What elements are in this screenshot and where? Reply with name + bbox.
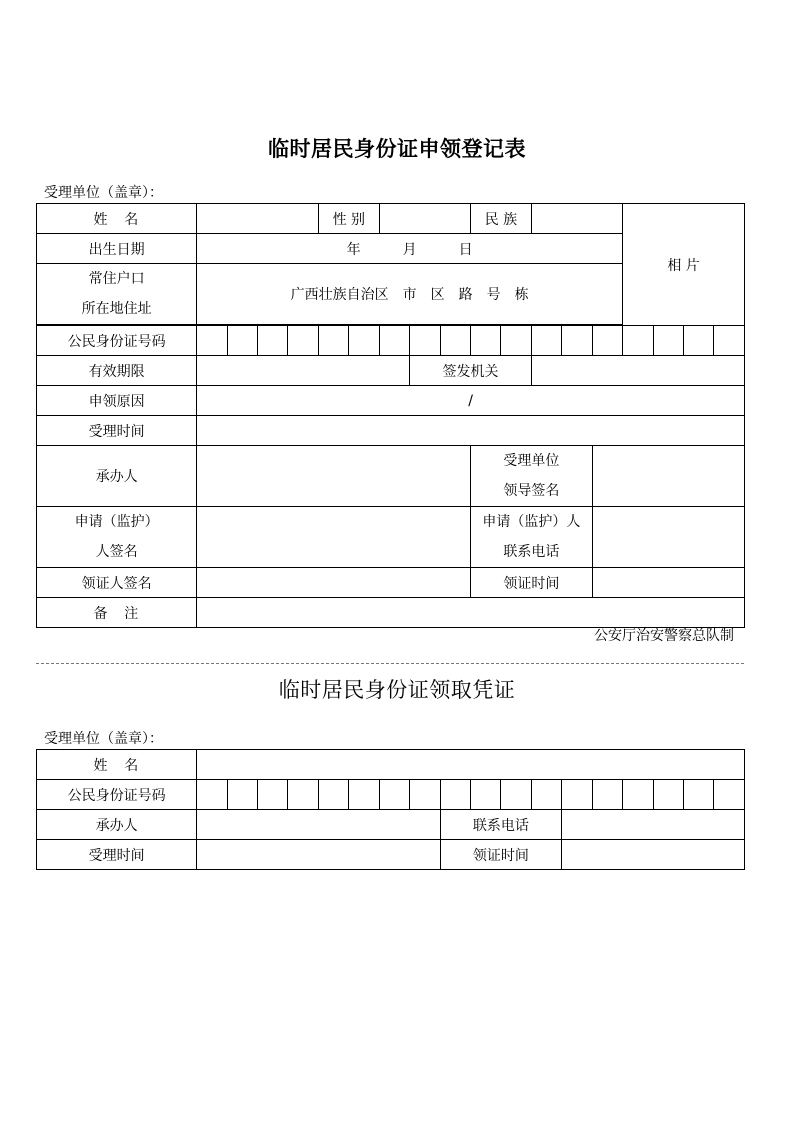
phone-field-2[interactable] [562, 810, 745, 840]
name-field-2[interactable] [197, 750, 745, 780]
id-digit-box[interactable] [562, 780, 592, 810]
address-label-line1: 常住户口 [88, 271, 145, 287]
ethnicity-field[interactable] [531, 204, 622, 234]
photo-box[interactable] [623, 204, 745, 326]
applicant-phone-label-line1: 申请（监护）人 [482, 514, 581, 530]
remark-field[interactable] [197, 598, 745, 628]
reason-field[interactable]: / [197, 386, 745, 416]
receive-time-field[interactable] [592, 568, 744, 598]
applicant-phone-label [471, 507, 593, 568]
id-digit-box[interactable] [410, 780, 440, 810]
birth-date-field[interactable]: 年 月 日 [197, 234, 623, 264]
birth-date-label: 出生日期 [37, 234, 197, 264]
leader-sign-label [471, 446, 593, 507]
id-digit-box[interactable] [318, 326, 348, 356]
receive-time-label-2: 领证时间 [440, 840, 562, 870]
accept-time-field[interactable] [197, 416, 745, 446]
id-digit-box[interactable] [683, 780, 713, 810]
id-digit-box[interactable] [501, 780, 531, 810]
id-digit-box[interactable] [470, 780, 500, 810]
applicant-phone-label-line2: 联系电话 [503, 544, 560, 560]
form1-title: 临时居民身份证申领登记表 [268, 136, 526, 161]
id-digit-box[interactable] [258, 326, 288, 356]
id-digit-box[interactable] [349, 780, 379, 810]
id-digit-box[interactable] [440, 326, 470, 356]
id-digit-box[interactable] [227, 326, 257, 356]
handler-label-2: 承办人 [37, 810, 197, 840]
handler-field-2[interactable] [197, 810, 440, 840]
validity-field[interactable] [197, 356, 410, 386]
id-number-label-2: 公民身份证号码 [37, 780, 197, 810]
id-digit-box[interactable] [288, 780, 318, 810]
applicant-sign-field[interactable] [197, 507, 471, 568]
cut-line [36, 663, 744, 664]
id-digit-box[interactable] [197, 326, 227, 356]
remark-label: 备 注 [37, 598, 197, 628]
id-digit-box[interactable] [258, 780, 288, 810]
gender-field[interactable] [379, 204, 470, 234]
issuer-field[interactable] [531, 356, 744, 386]
id-digit-box[interactable] [197, 780, 227, 810]
ethnicity-label: 民 族 [471, 204, 532, 234]
form2-table [36, 749, 745, 870]
id-digit-box[interactable] [379, 780, 409, 810]
applicant-phone-field[interactable] [592, 507, 744, 568]
id-digit-box[interactable] [501, 326, 531, 356]
form2-unit-label: 受理单位（盖章）： [44, 731, 163, 747]
id-digit-box[interactable] [592, 780, 622, 810]
phone-label-2: 联系电话 [440, 810, 562, 840]
leader-sign-label-line1: 受理单位 [503, 453, 560, 469]
receive-time-label: 领证时间 [471, 568, 593, 598]
leader-sign-label-line2: 领导签名 [503, 483, 560, 499]
id-digit-box[interactable] [623, 780, 653, 810]
id-digit-box[interactable] [440, 780, 470, 810]
address-label [37, 264, 197, 325]
id-digit-box[interactable] [471, 326, 501, 356]
address-label-line2: 所在地住址 [81, 301, 152, 317]
gender-label: 性 别 [318, 204, 379, 234]
form1-table [36, 203, 745, 628]
form2-title: 临时居民身份证领取凭证 [278, 678, 516, 702]
applicant-sign-label-line2: 人签名 [95, 544, 138, 560]
accept-time-label-2: 受理时间 [37, 840, 197, 870]
receive-time-field-2[interactable] [562, 840, 745, 870]
id-digit-box[interactable] [714, 780, 745, 810]
form1-unit-label: 受理单位（盖章）： [44, 185, 163, 201]
validity-label: 有效期限 [37, 356, 197, 386]
id-digit-box[interactable] [714, 326, 745, 356]
id-number-label: 公民身份证号码 [37, 326, 197, 356]
accept-time-field-2[interactable] [197, 840, 440, 870]
id-digit-box[interactable] [227, 780, 257, 810]
id-digit-box[interactable] [684, 326, 714, 356]
id-digit-box[interactable] [592, 326, 622, 356]
id-digit-box[interactable] [379, 326, 409, 356]
name-field[interactable] [197, 204, 319, 234]
id-digit-box[interactable] [531, 780, 561, 810]
photo-label: 相 片 [667, 257, 700, 274]
id-digit-box[interactable] [562, 326, 592, 356]
name-label: 姓 名 [37, 204, 197, 234]
leader-sign-field[interactable] [592, 446, 744, 507]
id-digit-box[interactable] [653, 326, 683, 356]
id-digit-box[interactable] [410, 326, 440, 356]
accept-time-label: 受理时间 [37, 416, 197, 446]
issuer-footnote: 公安厅治安警察总队制 [594, 628, 734, 644]
name-label-2: 姓 名 [37, 750, 197, 780]
applicant-sign-label [37, 507, 197, 568]
handler-field[interactable] [197, 446, 471, 507]
receiver-sign-label: 领证人签名 [37, 568, 197, 598]
reason-label: 申领原因 [37, 386, 197, 416]
receiver-sign-field[interactable] [197, 568, 471, 598]
handler-label: 承办人 [37, 446, 197, 507]
applicant-sign-label-line1: 申请（监护） [74, 514, 159, 530]
id-digit-box[interactable] [623, 326, 653, 356]
id-digit-box[interactable] [288, 326, 318, 356]
id-digit-box[interactable] [653, 780, 683, 810]
id-digit-box[interactable] [531, 326, 561, 356]
id-digit-box[interactable] [349, 326, 379, 356]
issuer-label: 签发机关 [410, 356, 532, 386]
id-digit-box[interactable] [318, 780, 348, 810]
address-field[interactable]: 广西壮族自治区 市 区 路 号 栋 [197, 264, 623, 325]
